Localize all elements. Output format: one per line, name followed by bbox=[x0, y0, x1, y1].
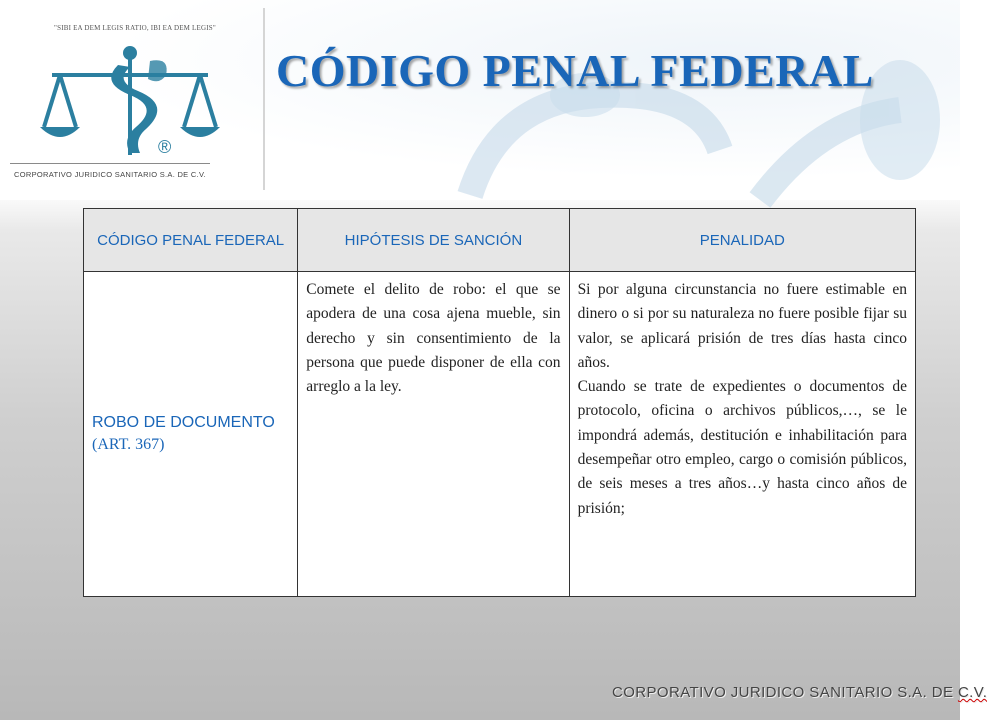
header-separator bbox=[263, 8, 265, 190]
table-header-row bbox=[84, 209, 916, 272]
company-logo bbox=[10, 10, 265, 190]
hypothesis-cell bbox=[298, 272, 569, 597]
footer-company: CORPORATIVO JURIDICO SANITARIO S.A. DE bbox=[612, 684, 954, 701]
header-codigo: CÓDIGO PENAL FEDERAL bbox=[84, 209, 298, 272]
logo-divider bbox=[10, 163, 210, 164]
offense-article: (ART. 367) bbox=[92, 436, 165, 453]
header-penalidad: PENALIDAD bbox=[569, 209, 915, 272]
offense-cell bbox=[84, 272, 298, 597]
logo-motto: "SIBI EA DEM LEGIS RATIO, IBI EA DEM LEGIS" bbox=[54, 24, 216, 32]
table-row bbox=[84, 272, 916, 597]
logo-caption: CORPORATIVO JURIDICO SANITARIO S.A. DE C.V. bbox=[14, 170, 206, 179]
offense-name: ROBO DE DOCUMENTO bbox=[92, 414, 275, 431]
scales-snake-emblem-icon bbox=[30, 35, 230, 165]
registered-mark: ® bbox=[158, 137, 172, 157]
penalty-cell bbox=[569, 272, 915, 597]
footer-cv: C.V. bbox=[957, 684, 987, 701]
penalty-paragraph-2: Cuando se trate de expedientes o documentos de protocolo, oficina o archivos públicos,…, se le impondrá además, destitución e inhabilitación para desempeñar otro empleo, cargo o comisión públicos, de seis meses a tres años…y hasta cinco años de prisión; bbox=[577, 378, 907, 517]
footer-company-name bbox=[612, 684, 987, 701]
header-hipotesis: HIPÓTESIS DE SANCIÓN bbox=[298, 209, 569, 272]
slide-title: CÓDIGO PENAL FEDERAL bbox=[276, 45, 874, 96]
penalty-paragraph-1: Si por alguna circunstancia no fuere estimable en dinero o si por su naturaleza no fuere posible fijar su valor, se aplicará prisión de tres días hasta cinco años. bbox=[577, 281, 907, 371]
penal-code-table bbox=[83, 208, 916, 597]
hypothesis-text: Comete el delito de robo: el que se apodera de una cosa ajena mueble, sin derecho y sin consentimiento de la persona que puede disponer de ella con arreglo a la ley. bbox=[306, 281, 561, 396]
